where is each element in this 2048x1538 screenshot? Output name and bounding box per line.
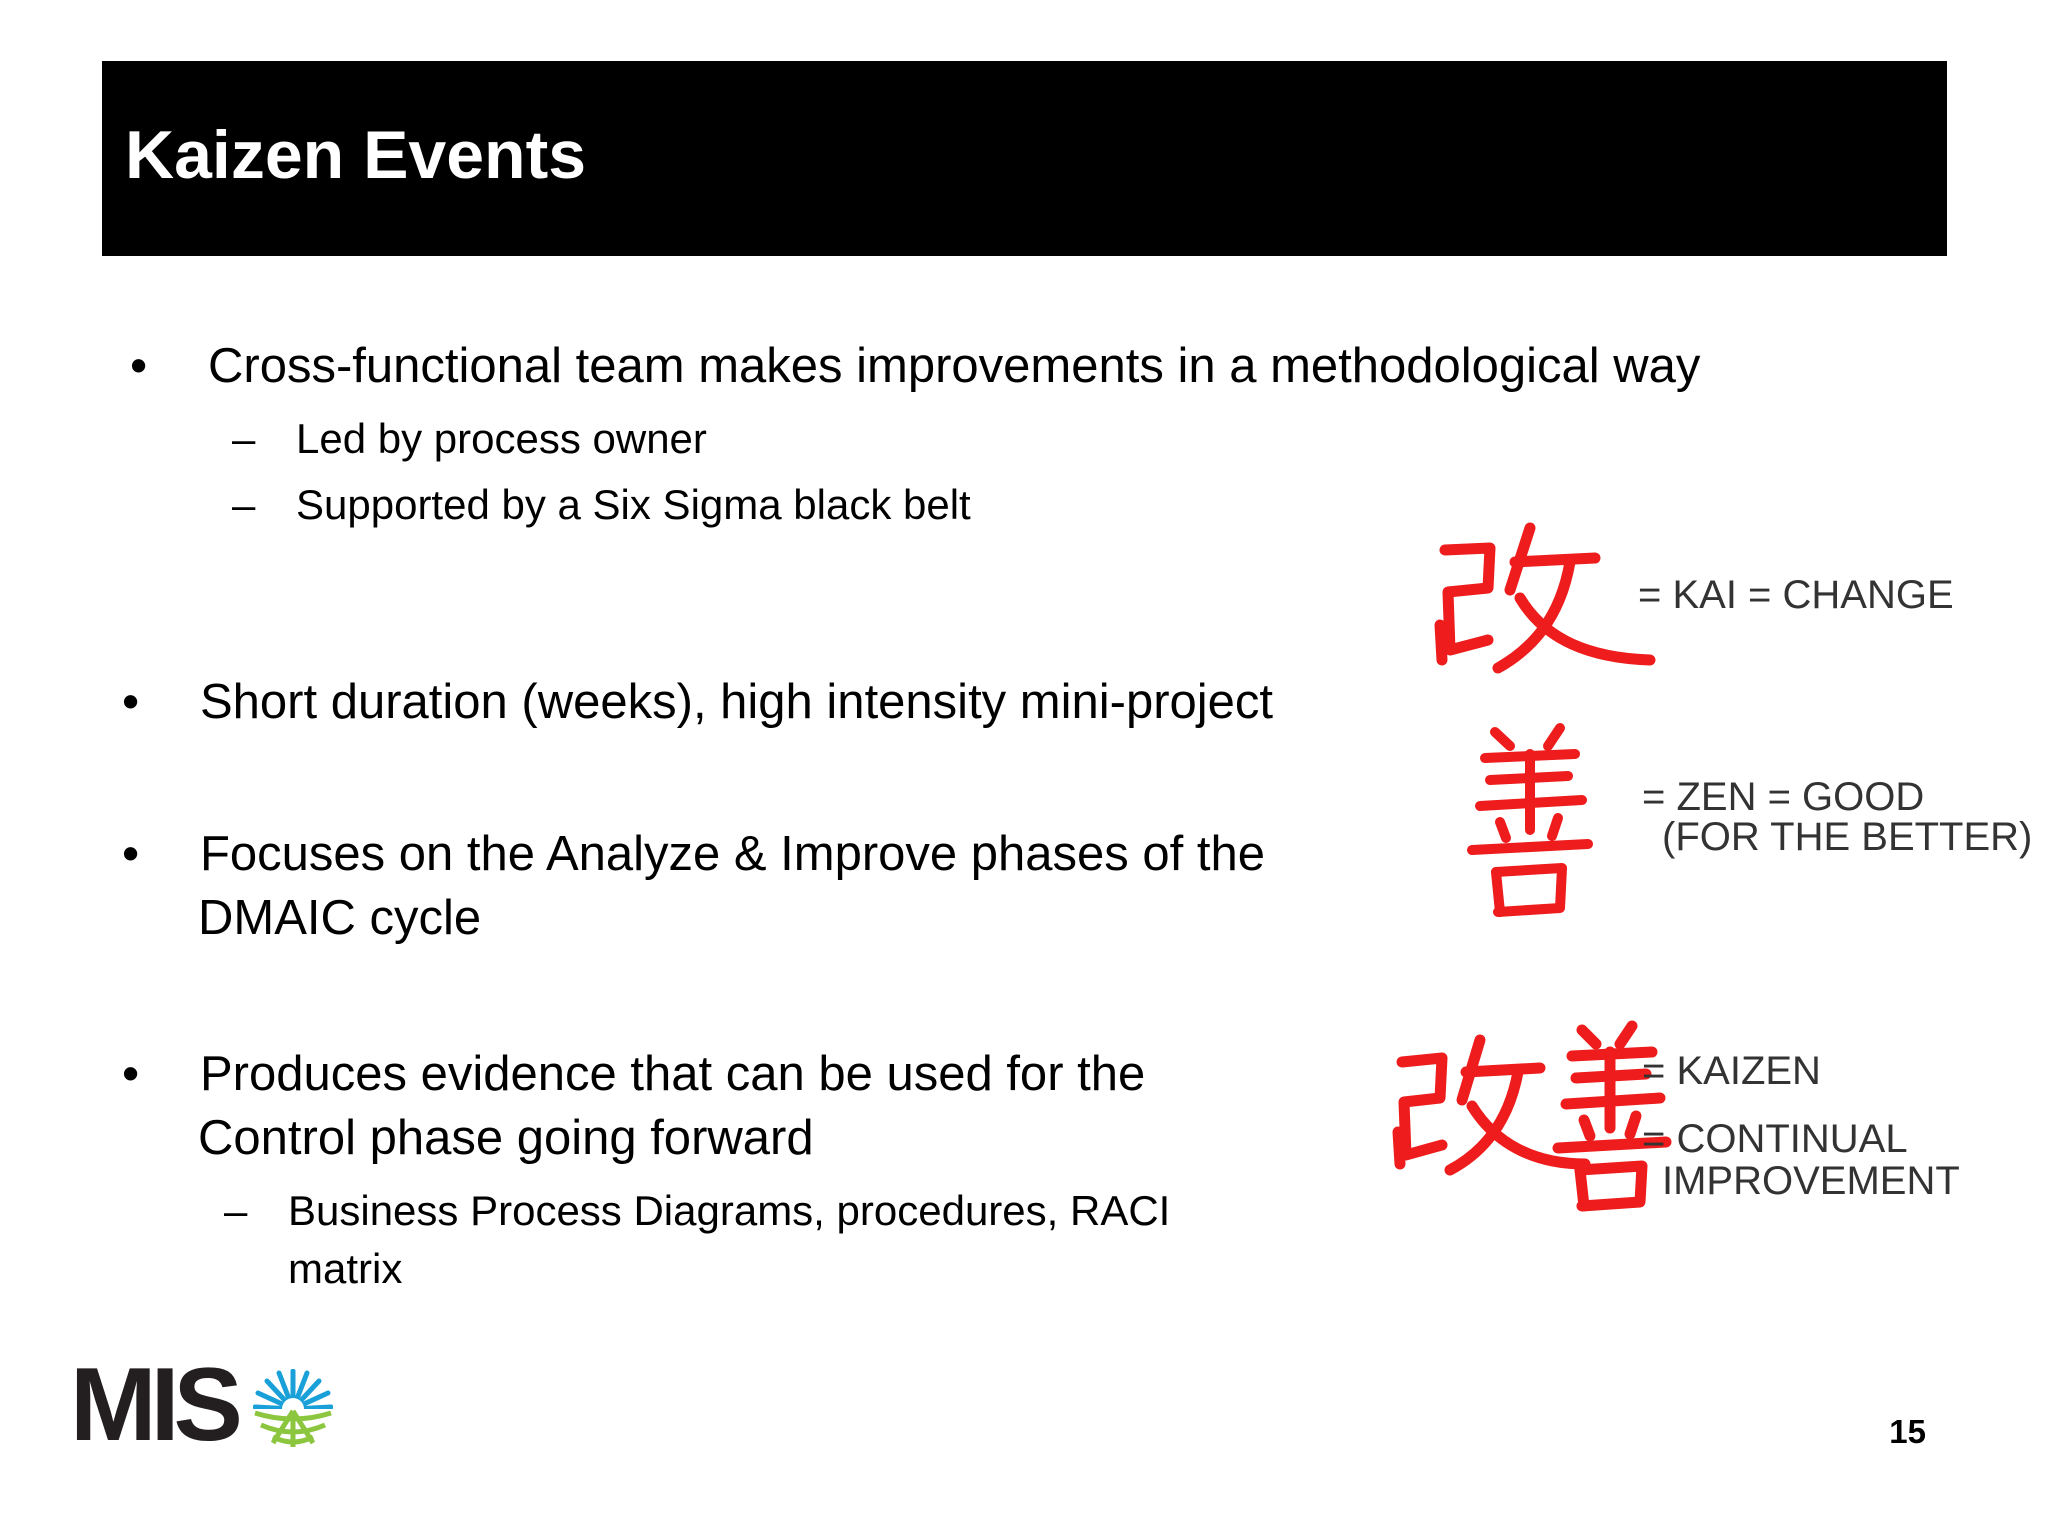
kaizen-characters — [1398, 1026, 1666, 1206]
dash-marker: – — [232, 415, 256, 462]
sun-field-logo-icon — [253, 1369, 333, 1449]
zen-gloss-line-1: = ZEN = GOOD — [1642, 775, 1925, 819]
bullet-text-line-2: DMAIC cycle — [198, 891, 482, 945]
bullet-text-line-1: Produces evidence that can be used for the — [200, 1047, 1146, 1101]
bullet-3 — [122, 822, 1422, 962]
page-number: 15 — [1889, 1413, 1926, 1450]
bullet-text-line-2: Control phase going forward — [198, 1111, 814, 1165]
bullet-marker: • — [130, 339, 148, 393]
bullet-text: Cross-functional team makes improvements in a methodological way — [208, 339, 1701, 393]
sub-bullet-text: Led by process owner — [296, 415, 707, 462]
kai-gloss: = KAI = CHANGE — [1638, 573, 1954, 617]
continual-gloss-line-1: = CONTINUAL — [1642, 1117, 1908, 1161]
bullet-4 — [122, 1042, 1422, 1182]
continual-gloss-line-2: IMPROVEMENT — [1662, 1159, 1960, 1203]
slide-title: Kaizen Events — [125, 117, 587, 193]
bullet-2 — [122, 670, 1422, 740]
bullet-text: Short duration (weeks), high intensity mini-project — [200, 675, 1274, 729]
sub-bullet-4-1 — [224, 1182, 1324, 1302]
dash-marker: – — [224, 1187, 248, 1234]
title-bar — [102, 61, 1947, 256]
miso-logo — [70, 1347, 340, 1463]
zen-character — [1472, 728, 1588, 912]
bullet-1 — [130, 334, 1880, 404]
bullet-marker: • — [122, 675, 140, 729]
zen-gloss-line-2: (FOR THE BETTER) — [1662, 815, 2033, 859]
sub-bullet-text-line-2: matrix — [288, 1245, 403, 1292]
kaizen-kanji-graphic — [1380, 500, 2033, 1240]
bullet-text-line-1: Focuses on the Analyze & Improve phases of the — [200, 827, 1266, 881]
bullet-marker: • — [122, 1047, 140, 1101]
dash-marker: – — [232, 481, 256, 528]
kaizen-gloss: = KAIZEN — [1642, 1049, 1821, 1093]
kai-character — [1440, 528, 1650, 668]
logo-wordmark: MIS — [70, 1347, 237, 1463]
sub-bullet-text-line-1: Business Process Diagrams, procedures, RACI — [288, 1187, 1171, 1234]
bullet-marker: • — [122, 827, 140, 881]
sub-bullet-text: Supported by a Six Sigma black belt — [296, 481, 971, 528]
